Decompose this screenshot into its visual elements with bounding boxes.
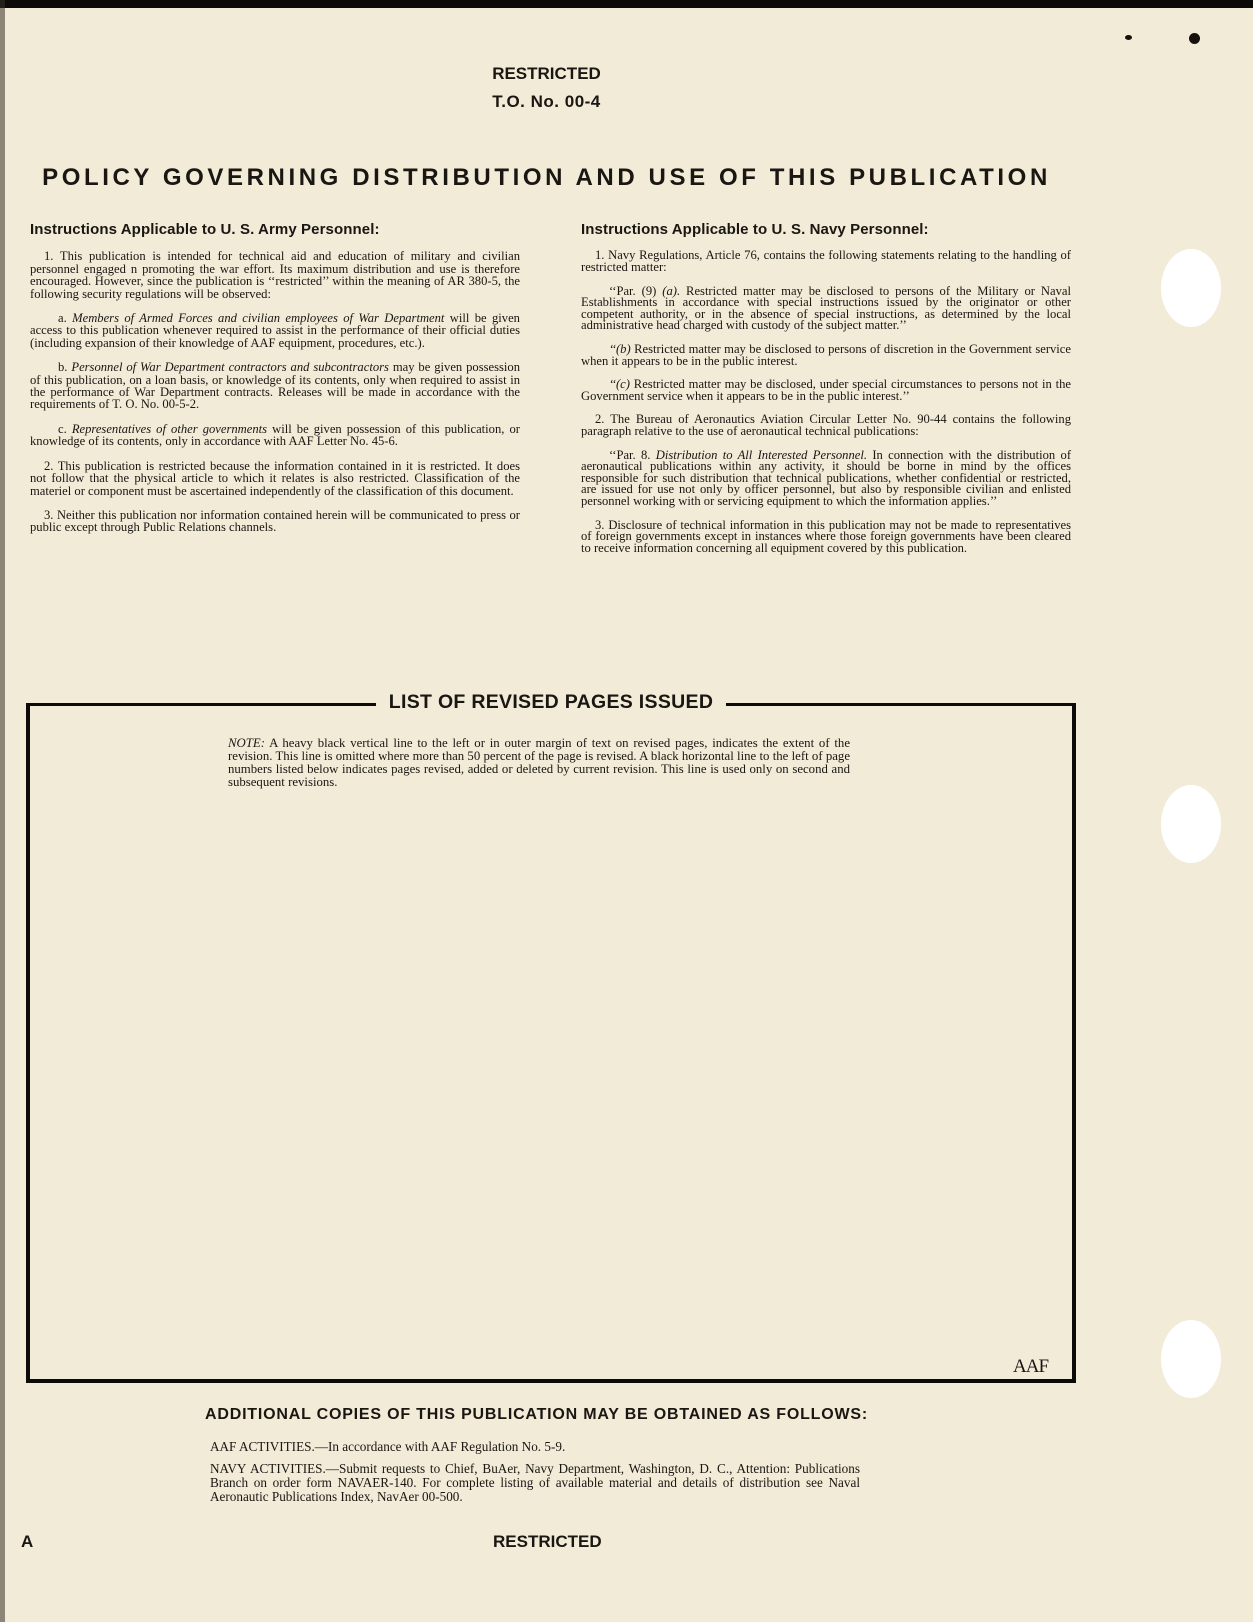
additional-copies-navy: NAVY ACTIVITIES.—Submit requests to Chief, BuAer, Navy Department, Washington, D. C., Attention: Publications Branch on order form NAVAER-140. For complete listing of available material and details of distribution see Naval Aeronautic Publications Index, NavAer 00-500.: [210, 1461, 860, 1504]
army-item-b-subject: Personnel of War Department contractors and subcontractors: [71, 360, 389, 375]
navy-quote-b: [581, 341, 1071, 368]
army-item-c-subject: Representatives of other governments: [71, 421, 268, 436]
aaf-corner-mark: AAF: [1013, 1356, 1049, 1377]
navy-paragraph-3: 3. Disclosure of technical information in this publication may not be made to representatives of foreign governments except in instances where those foreign governments have been cleared to receive information concerning all equipment covered by this publication.: [581, 517, 1071, 555]
note-label: NOTE:: [228, 736, 265, 750]
navy-paragraph-1: 1. Navy Regulations, Article 76, contains the following statements relating to the handling of restricted matter:: [581, 248, 1071, 274]
army-item-b: [30, 361, 520, 411]
navy-instructions-column: [581, 221, 1072, 566]
navy-quote-b-label: ‘‘(b): [609, 341, 631, 356]
header-classification: RESTRICTED: [492, 64, 601, 83]
navy-quote-par-8: [581, 447, 1072, 508]
navy-paragraph-2: 2. The Bureau of Aeronautics Aviation Circular Letter No. 90-44 contains the following paragraph relative to the use of aeronautical technical publications:: [581, 412, 1071, 438]
punch-hole-top: [1161, 249, 1221, 327]
army-item-a-subject: Members of Armed Forces and civilian employees of War Department: [72, 311, 445, 326]
navy-quote-c: [581, 379, 1071, 402]
navy-quote-a-prefix: ‘‘Par. (9): [609, 283, 657, 298]
revised-pages-box: [26, 703, 1076, 1383]
army-item-b-text: may be given possession of this publication, on a loan basis, or knowledge of its contents, only when required to assist in the performance of War Department contracts. Releases will be made in accordance with the requirements of T. O. No. 00-5-2.: [30, 360, 521, 412]
army-item-c-label: c.: [58, 421, 67, 436]
navy-quote-a-text: Restricted matter may be disclosed to persons of the Military or Naval Establishments in accordance with special instructions issued by the originator or other competent authority, or in the absence of special instructions, as determined by the local administrative head charged with custody of the subject matter.’’: [581, 283, 1071, 333]
note-text: A heavy black vertical line to the left or in outer margin of text on revised pages, indicates the extent of the revision. This line is omitted where more than 50 percent of the page is revised. A black horizontal line to the left of page numbers listed below indicates pages revised, added or deleted by current revision. This line is used only on second and subsequent revisions.: [228, 736, 850, 789]
navy-quote-c-label: ‘‘(c): [609, 377, 630, 392]
army-item-c: [30, 423, 520, 448]
page-title: POLICY GOVERNING DISTRIBUTION AND USE OF THIS PUBLICATION: [42, 164, 1051, 191]
scan-top-edge: [0, 0, 1253, 8]
punch-hole-middle: [1161, 785, 1221, 863]
punch-hole-bottom: [1161, 1320, 1221, 1398]
revised-pages-note: [228, 737, 850, 789]
additional-copies-aaf: AAF ACTIVITIES.—In accordance with AAF Regulation No. 5-9.: [210, 1439, 566, 1454]
header-tech-order-number: T.O. No. 00-4: [492, 92, 601, 111]
army-instructions-column: [30, 221, 521, 546]
army-item-a-label: a.: [58, 311, 67, 326]
ink-speck: [1189, 33, 1200, 44]
army-heading: Instructions Applicable to U. S. Army Personnel:: [30, 221, 380, 238]
footer-page-letter: A: [21, 1532, 34, 1551]
navy-quote-c-text: Restricted matter may be disclosed, under special circumstances to persons not in the Government service when it appears to be in the public interest.’’: [581, 377, 1071, 403]
army-paragraph-3: 3. Neither this publication nor information contained herein will be communicated to press or public except through Public Relations channels.: [30, 507, 520, 535]
army-item-a: [30, 312, 520, 349]
army-item-c-text: will be given possession of this publication, or knowledge of its contents, only in accordance with AAF Letter No. 45-6.: [30, 421, 520, 449]
revised-pages-title: [0, 691, 1102, 714]
navy-quote-b-text: Restricted matter may be disclosed to persons of discretion in the Government service when it appears to be in the public interest.: [581, 341, 1071, 368]
navy-quote-a-label: (a).: [662, 283, 681, 298]
army-paragraph-1: 1. This publication is intended for technical aid and education of military and civilian personnel engaged n promoting the war effort. Its maximum distribution and use is therefore encouraged. However, since the publication is ‘‘restricted’’ within the meaning of AR 380-5, the following security regulations will be observed:: [30, 249, 520, 301]
army-item-b-label: b.: [58, 360, 68, 375]
navy-quote-a: [581, 283, 1071, 333]
additional-copies-title: ADDITIONAL COPIES OF THIS PUBLICATION MAY BE OBTAINED AS FOLLOWS:: [205, 1406, 868, 1423]
navy-quote-par-8-text: In connection with the distribution of aeronautical publications within any activity, it should be borne in mind by the offices responsible for such distribution that technical publications, whether confidential or restricted, are issued for use not only by officer personnel, but also by responsible civilian and enlisted personnel working with or servicing equipment to which the information applies.’’: [581, 447, 1072, 508]
scan-left-edge: [0, 0, 5, 1622]
navy-quote-par-8-prefix: ‘‘Par. 8.: [609, 447, 651, 462]
ink-speck: [1125, 35, 1132, 40]
army-item-a-text: will be given access to this publication whenever required to assist in the performance of their official duties (including expansion of their knowledge of AAF equipment, procedures, etc.).: [30, 311, 520, 350]
revised-pages-title-text: LIST OF REVISED PAGES ISSUED: [388, 691, 714, 713]
navy-quote-par-8-title: Distribution to All Interested Personnel.: [655, 447, 868, 462]
navy-heading: Instructions Applicable to U. S. Navy Personnel:: [581, 221, 929, 238]
footer-classification: RESTRICTED: [493, 1532, 602, 1551]
army-paragraph-2: 2. This publication is restricted because the information contained in it is restricted. It does not follow that the physical article to which it relates is also restricted. Classification of the materiel or component must be ascertained independently of the classification of this document.: [30, 458, 520, 498]
